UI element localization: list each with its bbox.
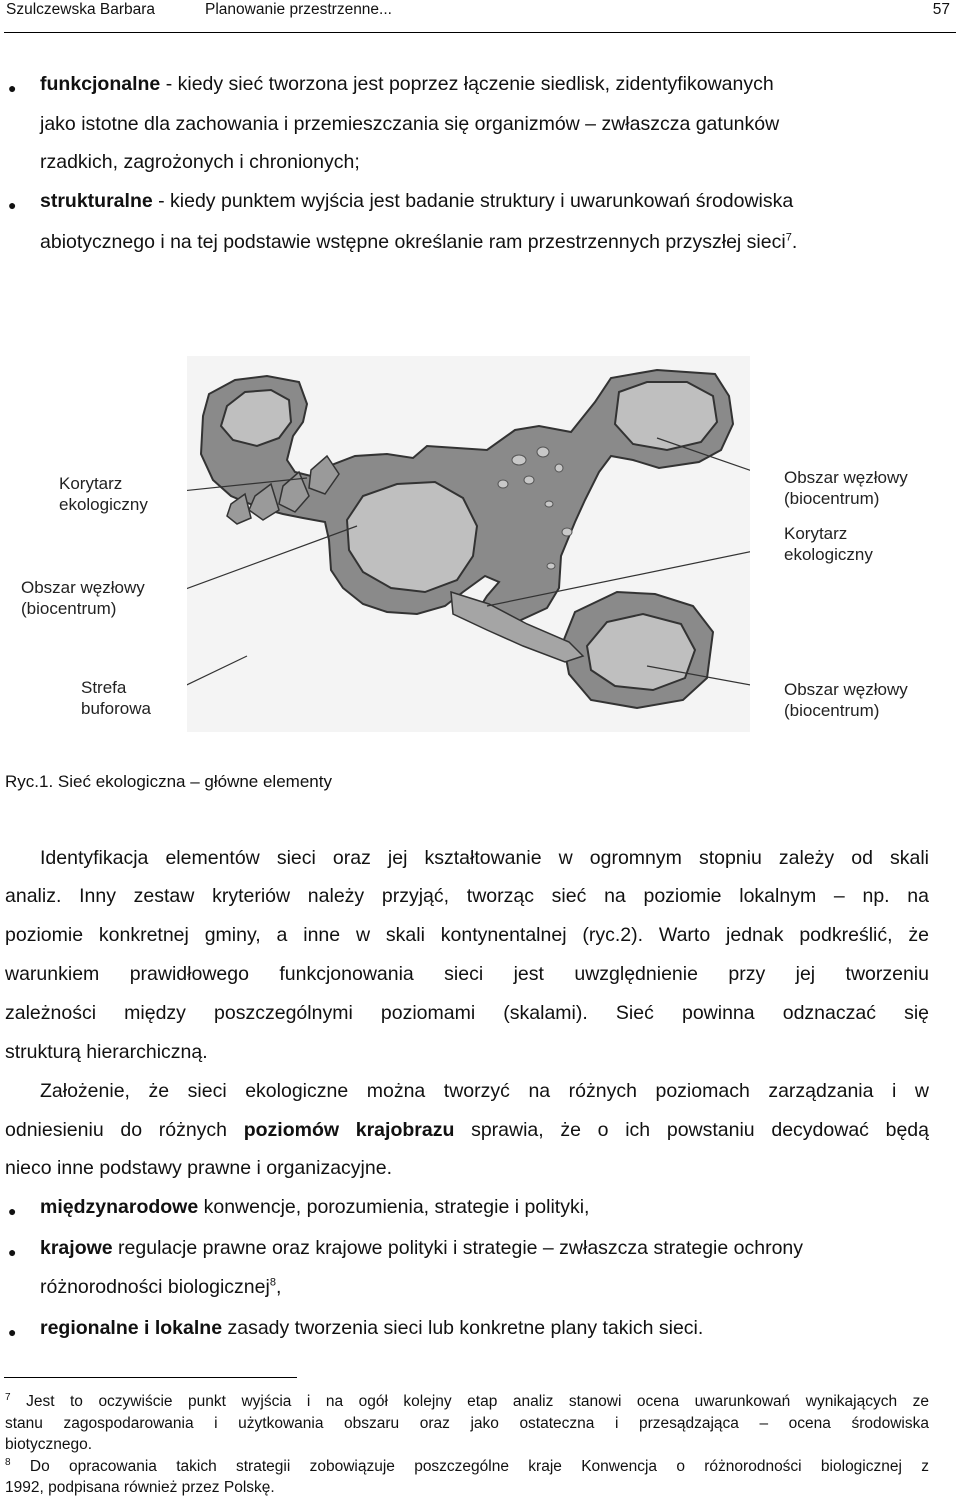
footnote-ref-8[interactable]: 8 bbox=[269, 1276, 276, 1289]
paragraph-1-line: zależności między poszczególnymi poziomami (skalami). Sieć powinna odznaczać się bbox=[5, 1002, 929, 1024]
label-line: buforowa bbox=[81, 699, 151, 718]
paragraph-1-line: analiz. Inny zestaw kryteriów należy przyjąć, tworząc sieć na poziomie lokalnym – np. na bbox=[5, 885, 929, 907]
bullet-regional bbox=[40, 1317, 703, 1340]
text: , bbox=[275, 1276, 282, 1298]
text: zasady tworzenia sieci lub konkretne plany takich sieci. bbox=[222, 1317, 704, 1339]
label-node-left bbox=[21, 577, 145, 619]
text: różnorodności biologicznej bbox=[40, 1276, 270, 1298]
text: abiotycznego i na tej podstawie wstępne określanie ram przestrzennych przyszłej sieci bbox=[40, 231, 786, 253]
term-functional: funkcjonalne bbox=[40, 73, 161, 95]
running-header bbox=[6, 0, 952, 30]
term-international: międzynarodowe bbox=[40, 1196, 199, 1218]
bullet-functional-line1 bbox=[40, 73, 774, 96]
footnote-rule bbox=[4, 1377, 297, 1378]
text: odniesieniu do różnych bbox=[5, 1119, 244, 1141]
bullet-functional-line3: rzadkich, zagrożonych i chronionych; bbox=[40, 151, 360, 173]
label-line: (biocentrum) bbox=[784, 489, 880, 508]
label-corridor-left bbox=[59, 473, 148, 515]
ecological-network-figure bbox=[187, 356, 750, 732]
bullet-dot: ● bbox=[8, 80, 17, 96]
label-line: Korytarz bbox=[784, 524, 848, 543]
label-line: Strefa bbox=[81, 678, 127, 697]
label-node-right-bottom bbox=[784, 679, 908, 721]
text: sprawia, że o ich powstaniu decydować będą bbox=[454, 1119, 929, 1141]
bullet-dot: ● bbox=[8, 197, 17, 213]
bullet-functional-line2: jako istotne dla zachowania i przemieszczania się organizmów – zwłaszcza gatunków bbox=[40, 113, 780, 135]
footnote-number: 7 bbox=[5, 1391, 11, 1403]
text: regulacje prawne oraz krajowe polityki i strategie – zwłaszcza strategie ochrony bbox=[112, 1237, 804, 1259]
bullet-dot: ● bbox=[8, 1244, 17, 1260]
label-node-right-top bbox=[784, 467, 908, 509]
label-line: Obszar węzłowy bbox=[21, 578, 145, 597]
term-regional-local: regionalne i lokalne bbox=[40, 1317, 223, 1339]
bullet-dot: ● bbox=[8, 1324, 17, 1340]
footnote-7-line1 bbox=[5, 1393, 929, 1411]
label-line: Obszar węzłowy bbox=[784, 680, 908, 699]
figure-caption: Ryc.1. Sieć ekologiczna – główne elementy bbox=[5, 772, 332, 791]
label-line: Obszar węzłowy bbox=[784, 468, 908, 487]
text: Jest to oczywiście punkt wyjścia i na ogół kolejny etap analiz stanowi ocena uwarunkowań wynikających ze bbox=[10, 1393, 929, 1410]
term-national: krajowe bbox=[40, 1237, 113, 1259]
bullet-international bbox=[40, 1196, 589, 1219]
label-line: ekologiczny bbox=[784, 545, 873, 564]
node-area-right-bottom bbox=[587, 614, 695, 690]
label-line: ekologiczny bbox=[59, 495, 148, 514]
text: Do opracowania takich strategii zobowiązuje poszczególne kraje Konwencja o różnorodności biologicznej z bbox=[10, 1458, 929, 1475]
label-line: Korytarz bbox=[59, 474, 123, 493]
bullet-structural-line2 bbox=[40, 231, 797, 254]
page-number: 57 bbox=[932, 1, 950, 18]
footnote-7-line3: biotycznego. bbox=[5, 1436, 93, 1453]
paragraph-2-line bbox=[5, 1119, 929, 1142]
network-diagram bbox=[187, 356, 750, 732]
footnote-number: 8 bbox=[5, 1456, 11, 1468]
term-landscape-levels: poziomów krajobrazu bbox=[243, 1119, 455, 1141]
footnote-ref-7[interactable]: 7 bbox=[785, 231, 792, 244]
text: . bbox=[791, 231, 798, 253]
paragraph-2-line: nieco inne podstawy prawne i organizacyjne. bbox=[5, 1157, 392, 1179]
text: - kiedy sieć tworzona jest poprzez łączenie siedlisk, zidentyfikowanych bbox=[160, 73, 774, 95]
term-structural: strukturalne bbox=[40, 190, 153, 212]
bullet-dot: ● bbox=[8, 1203, 17, 1219]
footnote-7-line2: stanu zagospodarowania i użytkowania obszaru oraz jako ostateczna i przesądzająca – ocena środowiska bbox=[5, 1415, 929, 1432]
paragraph-2-line: Założenie, że sieci ekologiczne można tworzyć na różnych poziomach zarządzania i w bbox=[40, 1080, 929, 1102]
paragraph-1-line: poziomie konkretnej gminy, a inne w skali kontynentalnej (ryc.2). Warto jednak podkreślić, że bbox=[5, 924, 929, 946]
label-buffer-zone bbox=[81, 677, 151, 719]
paragraph-1-line: strukturą hierarchiczną. bbox=[5, 1041, 208, 1063]
bullet-national-line2 bbox=[40, 1276, 281, 1299]
footnote-8-line1 bbox=[5, 1458, 929, 1476]
node-area-right-top bbox=[615, 382, 717, 450]
paragraph-1-line: Identyfikacja elementów sieci oraz jej kształtowanie w ogromnym stopniu zależy od skali bbox=[40, 847, 929, 869]
bullet-national-line1 bbox=[40, 1237, 803, 1260]
bullet-structural-line1 bbox=[40, 190, 793, 213]
label-line: (biocentrum) bbox=[21, 599, 117, 618]
label-corridor-right bbox=[784, 523, 873, 565]
header-rule bbox=[4, 32, 956, 33]
header-title: Planowanie przestrzenne... bbox=[205, 1, 392, 18]
header-author: Szulczewska Barbara bbox=[6, 1, 156, 18]
paragraph-1-line: warunkiem prawidłowego funkcjonowania sieci jest uwzględnienie przy jej tworzeniu bbox=[5, 963, 929, 985]
footnote-8-line2: 1992, podpisana również przez Polskę. bbox=[5, 1479, 275, 1496]
text: konwencje, porozumienia, strategie i polityki, bbox=[198, 1196, 590, 1218]
text: - kiedy punktem wyjścia jest badanie struktury i uwarunkowań środowiska bbox=[152, 190, 794, 212]
label-line: (biocentrum) bbox=[784, 701, 880, 720]
